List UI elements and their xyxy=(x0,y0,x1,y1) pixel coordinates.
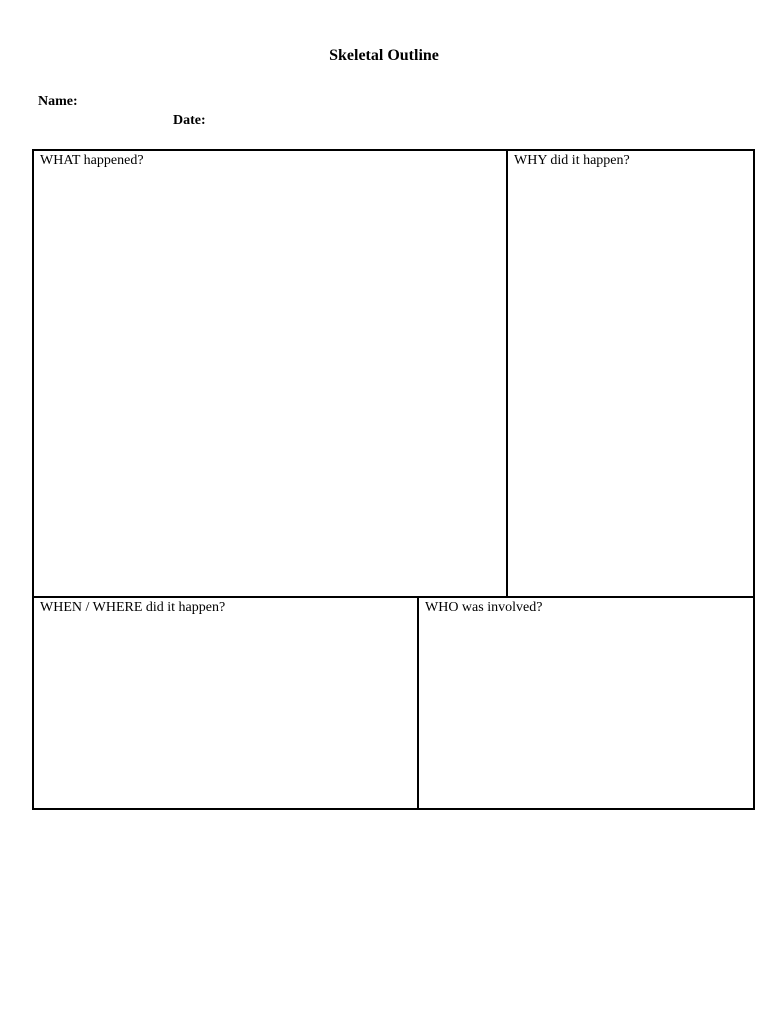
why-happened-box xyxy=(506,149,755,598)
page-title: Skeletal Outline xyxy=(329,47,439,64)
what-happened-box xyxy=(32,149,508,598)
when-where-label: WHEN / WHERE did it happen? xyxy=(40,600,226,615)
name-label: Name: xyxy=(38,94,78,109)
when-where-box xyxy=(32,596,419,810)
who-involved-label: WHO was involved? xyxy=(425,600,543,615)
who-involved-box xyxy=(417,596,755,810)
what-happened-label: WHAT happened? xyxy=(40,153,144,168)
why-happened-label: WHY did it happen? xyxy=(514,153,630,168)
date-label: Date: xyxy=(173,113,206,128)
